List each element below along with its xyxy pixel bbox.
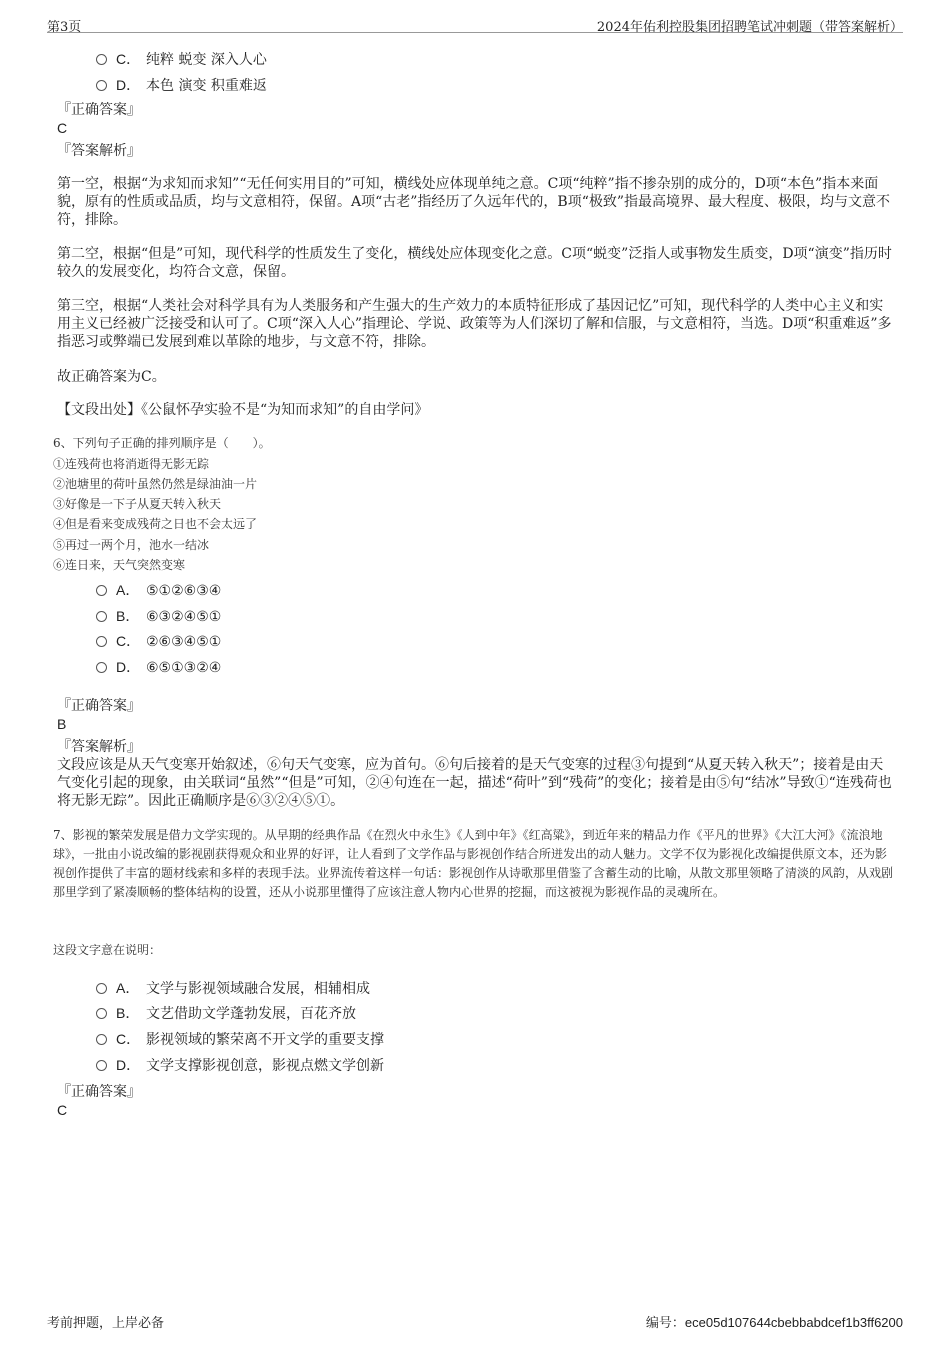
q5-answer: C xyxy=(57,120,68,136)
radio-icon[interactable] xyxy=(96,1060,107,1071)
page-header xyxy=(47,12,903,33)
document-title: 2024年佑利控股集团招聘笔试冲刺题（带答案解析） xyxy=(596,20,903,35)
radio-icon[interactable] xyxy=(96,662,107,673)
page-number: 第3页 xyxy=(47,20,82,35)
q6-line: ⑥连日来，天气突然变寒 xyxy=(53,558,186,572)
q5-conclusion: 故正确答案为C。 xyxy=(57,369,166,385)
radio-icon[interactable] xyxy=(96,80,107,91)
radio-icon[interactable] xyxy=(96,585,107,596)
q6-line: ③好像是一下子从夏天转入秋天 xyxy=(53,497,222,511)
q6-answer-label: 『正确答案』 xyxy=(57,698,141,714)
q6-line: ①连残荷也将消逝得无影无踪 xyxy=(53,457,210,471)
q6-analysis: 文段应该是从天气变寒开始叙述，⑥句天气变寒，应为首句。⑥句后接着的是天气变寒的过程③句提到“从夏天转入秋天”；接着是由天气变化引起的现象，由关联词“虽然”“但是”可知，②④句连在一起，描述“荷叶”到“残荷”的变化；接着是由⑤句“结冰”导致①“连残荷也将无影无踪”。因此正确顺序是⑥③②④⑤①。 xyxy=(57,757,892,809)
q7-stem: 7、影视的繁荣发展是借力文学实现的。从早期的经典作品《在烈火中永生》《人到中年》《红高粱》，到近年来的精品力作《平凡的世界》《大江大河》《流浪地球》，一批由小说改编的影视剧获得观众和业界的好评，让人看到了文学作品与影视创作结合所迸发出的动人魅力。文学不仅为影视化改编提供原文本，还为影视创作提供了丰富的题材线索和多样的表现手法。业界流传着这样一句话：影视创作从诗歌那里借鉴了含蓄生动的比喻，从散文那里领略了清淡的风韵，从戏剧那里学到了紧凑顺畅的整体结构的设置，还从小说那里懂得了应该注意人物内心世界的挖掘，而这被视为影视作品的灵魂所在。 xyxy=(53,828,894,899)
radio-icon[interactable] xyxy=(96,983,107,994)
q7-prompt: 这段文字意在说明： xyxy=(53,943,162,957)
q6-option-a[interactable]: A． ⑤①②⑥③④ xyxy=(96,580,221,600)
radio-icon[interactable] xyxy=(96,611,107,622)
q5-answer-label: 『正确答案』 xyxy=(57,102,141,118)
q6-option-b[interactable]: B． ⑥③②④⑤① xyxy=(96,606,221,626)
document-id: 编号：ece05d107644cbebbabdcef1b3ff6200 xyxy=(645,1315,903,1330)
footer-slogan: 考前押题，上岸必备 xyxy=(47,1316,165,1331)
q7-option-a[interactable]: A． 文学与影视领域融合发展，相辅相成 xyxy=(96,978,370,998)
q5-option-d[interactable]: D． 本色 演变 积重难返 xyxy=(96,75,267,95)
radio-icon[interactable] xyxy=(96,1034,107,1045)
q5-analysis-1: 第一空，根据“为求知而求知”“无任何实用目的”可知，横线处应体现单纯之意。C项“纯粹”指不掺杂别的成分的，D项“本色”指本来面貌，原有的性质或品质，均与文意相符，保留。A项“古老”指经历了久远年代的，B项“极致”指最高境界、最大程度、极限，均与文意不符，排除。 xyxy=(57,176,891,228)
q5-analysis-3: 第三空，根据“人类社会对科学具有为人类服务和产生强大的生产效力的本质特征形成了基因记忆”可知，现代科学的人类中心主义和实用主义已经被广泛接受和认可了。C项“深入人心”指理论、学说、政策等为人们深切了解和信服，与文意相符，当选。D项“积重难返”多指恶习或弊端已发展到难以革除的地步，与文意不符，排除。 xyxy=(57,298,892,350)
q5-source: 【文段出处】《公鼠怀孕实验不是“为知而求知”的自由学问》 xyxy=(57,402,429,418)
q5-analysis-2: 第二空，根据“但是”可知，现代科学的性质发生了变化，横线处应体现变化之意。C项“蜕变”泛指人或事物发生质变，D项“演变”指历时较久的发展变化，均符合文意，保留。 xyxy=(57,246,892,280)
radio-icon[interactable] xyxy=(96,54,107,65)
q7-option-d[interactable]: D． 文学支撑影视创意，影视点燃文学创新 xyxy=(96,1055,384,1075)
radio-icon[interactable] xyxy=(96,636,107,647)
q6-analysis-label: 『答案解析』 xyxy=(57,739,141,755)
q6-line: ②池塘里的荷叶虽然仍然是绿油油一片 xyxy=(53,477,258,491)
q6-option-c[interactable]: C． ②⑥③④⑤① xyxy=(96,631,221,651)
q5-analysis-label: 『答案解析』 xyxy=(57,143,141,159)
q6-line: ④但是看来变成残荷之日也不会太远了 xyxy=(53,517,258,531)
q6-stem: 6、下列句子正确的排列顺序是（ ）。 xyxy=(53,436,271,450)
radio-icon[interactable] xyxy=(96,1008,107,1019)
q6-line: ⑤再过一两个月，池水一结冰 xyxy=(53,538,210,552)
q7-answer: C xyxy=(57,1102,68,1118)
q6-option-d[interactable]: D． ⑥⑤①③②④ xyxy=(96,657,221,677)
q5-option-c[interactable]: C． 纯粹 蜕变 深入人心 xyxy=(96,49,267,69)
q7-answer-label: 『正确答案』 xyxy=(57,1084,141,1100)
q6-answer: B xyxy=(57,716,67,732)
q7-option-b[interactable]: B． 文艺借助文学蓬勃发展，百花齐放 xyxy=(96,1003,356,1023)
q7-option-c[interactable]: C． 影视领域的繁荣离不开文学的重要支撑 xyxy=(96,1029,384,1049)
